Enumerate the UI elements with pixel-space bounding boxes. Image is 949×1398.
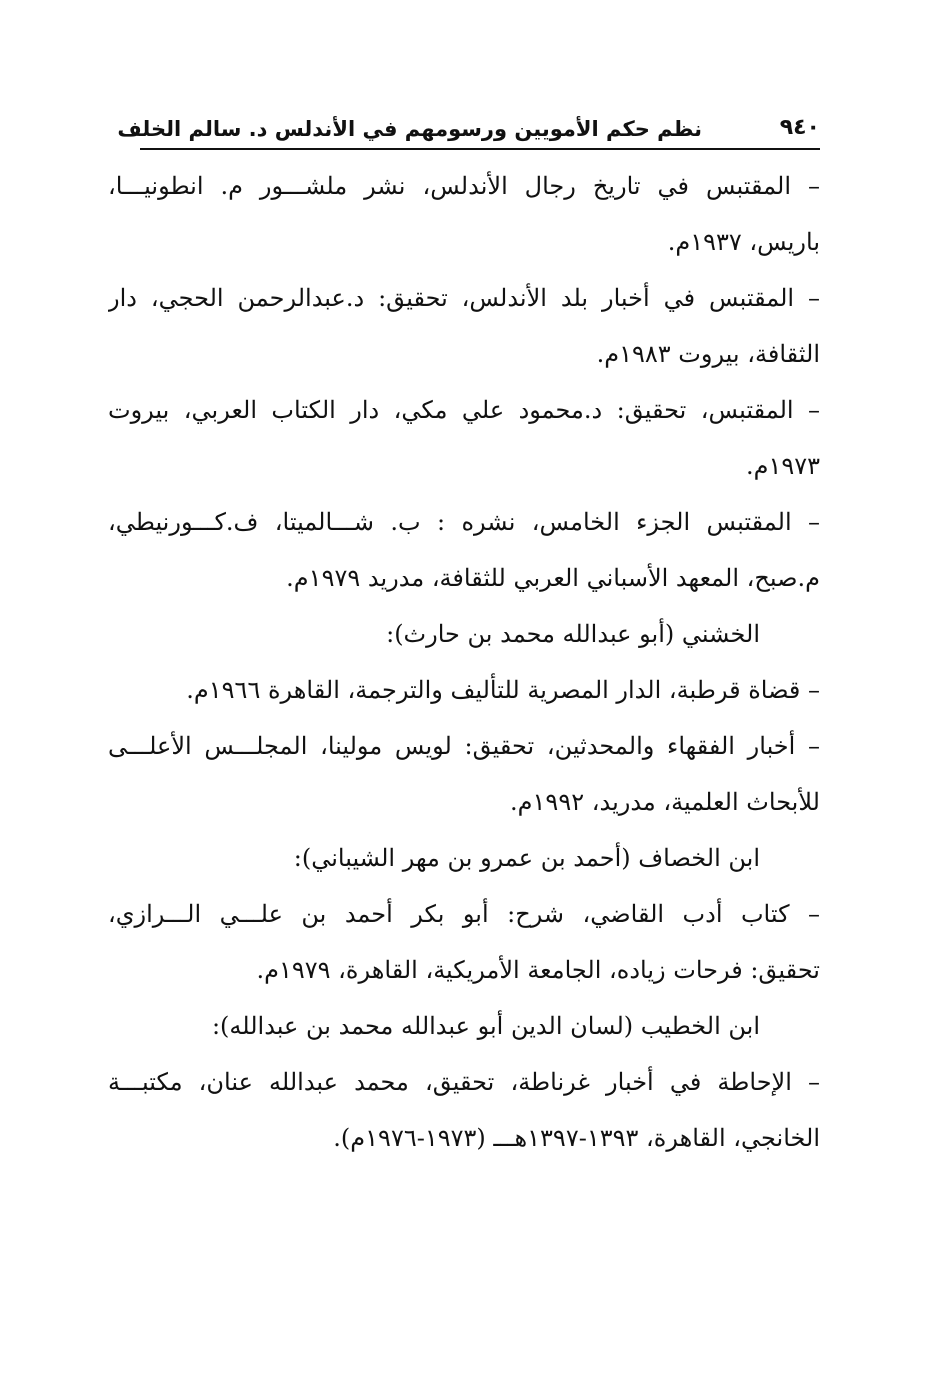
bibliography-line: – المقتبس في أخبار بلد الأندلس، تحقيق: د.عبدالرحمن الحجي، دار — [108, 284, 820, 312]
running-header-title: نظم حكم الأمويين ورسومهم في الأندلس د. سالم الخلف — [117, 117, 702, 141]
bibliography-line: م.صبح، المعهد الأسباني العربي للثقافة، مدريد ١٩٧٩م. — [286, 564, 820, 592]
bibliography-line: – المقتبس، تحقيق: د.محمود علي مكي، دار الكتاب العربي، بيروت — [108, 396, 820, 424]
bibliography-line: – الإحاطة في أخبار غرناطة، تحقيق، محمد عبدالله عنان، مكتبـــة — [108, 1068, 820, 1096]
bibliography-line: تحقيق: فرحات زياده، الجامعة الأمريكية، القاهرة، ١٩٧٩م. — [256, 956, 820, 984]
bibliography-line: – المقتبس الجزء الخامس، نشره : ب. شـــالميتا، ف.كـــورنيطي، — [108, 508, 820, 536]
bibliography-line: – قضاة قرطبة، الدار المصرية للتأليف والترجمة، القاهرة ١٩٦٦م. — [186, 676, 820, 704]
bibliography-line: ١٩٧٣م. — [745, 452, 820, 480]
author-heading: ابن الخصاف (أحمد بن عمرو بن مهر الشيباني): — [293, 844, 760, 872]
bibliography-line: الخانجي، القاهرة، ١٣٩٣-١٣٩٧هـــ (١٩٧٣-١٩٧٦م). — [333, 1124, 820, 1152]
bibliography-line: – كتاب أدب القاضي، شرح: أبو بكر أحمد بن علـــي الـــرازي، — [108, 900, 820, 928]
bibliography-text — [108, 158, 820, 1166]
running-header — [117, 112, 820, 150]
bibliography-line: الثقافة، بيروت ١٩٨٣م. — [596, 340, 820, 368]
bibliography-line: باريس، ١٩٣٧م. — [667, 228, 820, 256]
author-heading: ابن الخطيب (لسان الدين أبو عبدالله محمد بن عبدالله): — [211, 1012, 760, 1040]
page-number: ٩٤٠ — [779, 115, 820, 140]
bibliography-line: – المقتبس في تاريخ رجال الأندلس، نشر ملشـــور م. انطونيـــا، — [108, 172, 820, 200]
bibliography-line: للأبحاث العلمية، مدريد، ١٩٩٢م. — [510, 788, 820, 816]
bibliography-line: – أخبار الفقهاء والمحدثين، تحقيق: لويس مولينا، المجلـــس الأعلـــى — [108, 732, 820, 760]
author-heading: الخشني (أبو عبدالله محمد بن حارث): — [386, 620, 760, 648]
